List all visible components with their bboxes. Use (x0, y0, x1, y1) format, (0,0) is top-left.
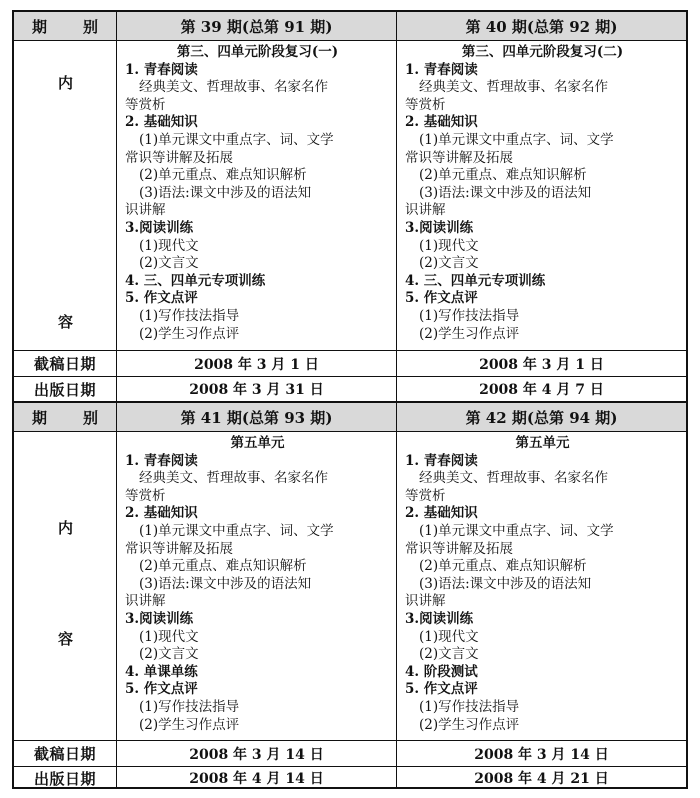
header-row (14, 12, 686, 40)
content-label-top: 内 (57, 74, 73, 92)
deadline-cell (117, 351, 397, 376)
content-line: (2)文言文 (139, 255, 199, 272)
deadline-cell (397, 351, 686, 376)
deadline-cell (397, 741, 686, 766)
content-line: 常识等讲解及拓展 (125, 149, 233, 166)
publish-row (14, 767, 686, 789)
publish-date: 2008 年 4 月 7 日 (479, 382, 604, 398)
content-line: (2)文言文 (139, 646, 199, 663)
publish-row (14, 377, 686, 401)
period-label-char2: 别 (82, 408, 98, 427)
content-section-heading: 1. 青春阅读 (125, 61, 198, 78)
schedule-table (12, 10, 688, 789)
content-line: (2)文言文 (419, 255, 479, 272)
content-section-heading: 2. 基础知识 (405, 114, 478, 131)
issue-header: 第 42 期(总第 94 期) (465, 408, 618, 427)
content-section-heading: 4. 三、四单元专项训练 (405, 272, 546, 289)
period-label-char2: 别 (82, 17, 98, 36)
issue-title: 第三、四单元阶段复习(二) (461, 44, 624, 60)
issue-header-cell (397, 12, 686, 40)
period-label-cell (14, 12, 117, 40)
content-line: (1)单元课文中重点字、词、文学 (419, 131, 614, 148)
publish-date: 2008 年 4 月 21 日 (474, 771, 609, 787)
content-line: 识讲解 (405, 593, 446, 610)
deadline-label-cell (14, 741, 117, 766)
deadline-date: 2008 年 3 月 14 日 (474, 746, 609, 763)
content-line: 经典美文、哲理故事、名家名作 (139, 470, 328, 487)
content-line: (1)现代文 (139, 628, 199, 645)
issue-title: 第三、四单元阶段复习(一) (176, 44, 339, 60)
issue-content-cell (397, 41, 686, 350)
content-line: 经典美文、哲理故事、名家名作 (419, 470, 608, 487)
content-line: 识讲解 (405, 202, 446, 219)
table-block-1 (14, 12, 686, 400)
content-label-bottom: 容 (57, 630, 73, 648)
content-label-top: 内 (57, 519, 73, 537)
period-label-char1: 期 (32, 408, 48, 427)
content-line: (1)写作技法指导 (139, 307, 240, 324)
content-line: (1)现代文 (419, 237, 479, 254)
publish-cell (397, 767, 686, 789)
content-line: 识讲解 (125, 202, 166, 219)
content-section-heading: 2. 基础知识 (125, 505, 198, 522)
content-line: (3)语法:课文中涉及的语法知 (139, 575, 312, 592)
content-section-heading: 1. 青春阅读 (405, 452, 478, 469)
content-section-heading: 4. 阶段测试 (405, 663, 478, 680)
content-line: (1)写作技法指导 (139, 698, 240, 715)
header-row (14, 403, 686, 431)
issue-content-cell (397, 432, 686, 740)
content-line: 等赏析 (125, 96, 166, 113)
content-line: (2)单元重点、难点知识解析 (139, 167, 307, 184)
deadline-date: 2008 年 3 月 14 日 (189, 746, 324, 763)
publish-label-cell (14, 377, 117, 401)
content-line: (2)单元重点、难点知识解析 (419, 167, 587, 184)
content-line: (1)写作技法指导 (419, 698, 520, 715)
content-line: (1)单元课文中重点字、词、文学 (139, 131, 334, 148)
period-label-char1: 期 (32, 17, 48, 36)
deadline-cell (117, 741, 397, 766)
content-line: (1)现代文 (139, 237, 199, 254)
issue-header-cell (117, 12, 397, 40)
content-line: (2)单元重点、难点知识解析 (139, 558, 307, 575)
issue-content (397, 41, 686, 343)
content-section-heading: 5. 作文点评 (125, 290, 198, 307)
publish-cell (117, 377, 397, 401)
content-line: (1)单元课文中重点字、词、文学 (139, 522, 334, 539)
publish-label: 出版日期 (33, 769, 96, 788)
publish-cell (117, 767, 397, 789)
content-section-heading: 3.阅读训练 (125, 610, 194, 627)
content-section-heading: 5. 作文点评 (405, 290, 478, 307)
deadline-label: 截稿日期 (33, 745, 96, 763)
deadline-row (14, 741, 686, 766)
issue-content-cell (117, 41, 397, 350)
content-line: 常识等讲解及拓展 (405, 149, 513, 166)
content-line: (3)语法:课文中涉及的语法知 (419, 575, 592, 592)
issue-header: 第 41 期(总第 93 期) (180, 408, 333, 427)
content-label-bottom: 容 (57, 313, 73, 331)
content-line: (1)单元课文中重点字、词、文学 (419, 522, 614, 539)
content-line: (2)学生习作点评 (139, 716, 240, 733)
publish-label: 出版日期 (33, 380, 96, 399)
deadline-label: 截稿日期 (33, 355, 96, 373)
content-line: 经典美文、哲理故事、名家名作 (419, 79, 608, 96)
content-line: (2)学生习作点评 (419, 325, 520, 342)
content-line: 常识等讲解及拓展 (405, 540, 513, 557)
publish-date: 2008 年 3 月 31 日 (189, 382, 324, 398)
content-line: 等赏析 (405, 487, 446, 504)
issue-title: 第五单元 (230, 435, 285, 451)
content-row (14, 41, 686, 350)
content-section-heading: 5. 作文点评 (125, 681, 198, 698)
content-line: (2)单元重点、难点知识解析 (419, 558, 587, 575)
publish-cell (397, 377, 686, 401)
issue-header-cell (397, 403, 686, 431)
content-row (14, 432, 686, 740)
content-section-heading: 2. 基础知识 (405, 505, 478, 522)
content-section-heading: 3.阅读训练 (405, 219, 474, 236)
issue-content (117, 432, 396, 734)
content-line: (2)学生习作点评 (139, 325, 240, 342)
content-line: 常识等讲解及拓展 (125, 540, 233, 557)
content-line: (2)学生习作点评 (419, 716, 520, 733)
content-section-heading: 1. 青春阅读 (405, 61, 478, 78)
issue-content (117, 41, 396, 343)
content-section-heading: 5. 作文点评 (405, 681, 478, 698)
content-section-heading: 2. 基础知识 (125, 114, 198, 131)
content-section-heading: 3.阅读训练 (125, 219, 194, 236)
issue-header-cell (117, 403, 397, 431)
content-line: 识讲解 (125, 593, 166, 610)
content-section-heading: 4. 三、四单元专项训练 (125, 272, 266, 289)
content-line: (1)现代文 (419, 628, 479, 645)
deadline-row (14, 351, 686, 376)
issue-content-cell (117, 432, 397, 740)
period-label-cell (14, 403, 117, 431)
content-line: (3)语法:课文中涉及的语法知 (139, 184, 312, 201)
content-line: 等赏析 (405, 96, 446, 113)
table-block-2 (14, 403, 686, 789)
content-line: (3)语法:课文中涉及的语法知 (419, 184, 592, 201)
content-section-heading: 3.阅读训练 (405, 610, 474, 627)
content-line: (2)文言文 (419, 646, 479, 663)
deadline-date: 2008 年 3 月 1 日 (479, 356, 604, 373)
content-section-heading: 1. 青春阅读 (125, 452, 198, 469)
deadline-label-cell (14, 351, 117, 376)
publish-label-cell (14, 767, 117, 789)
content-section-heading: 4. 单课单练 (125, 663, 198, 680)
content-label-cell (14, 432, 117, 740)
deadline-date: 2008 年 3 月 1 日 (194, 356, 319, 373)
publish-date: 2008 年 4 月 14 日 (189, 771, 324, 787)
issue-header: 第 40 期(总第 92 期) (465, 17, 618, 36)
content-line: 等赏析 (125, 487, 166, 504)
issue-header: 第 39 期(总第 91 期) (180, 17, 333, 36)
issue-content (397, 432, 686, 734)
content-label-cell (14, 41, 117, 350)
issue-title: 第五单元 (515, 435, 570, 451)
content-line: (1)写作技法指导 (419, 307, 520, 324)
content-line: 经典美文、哲理故事、名家名作 (139, 79, 328, 96)
